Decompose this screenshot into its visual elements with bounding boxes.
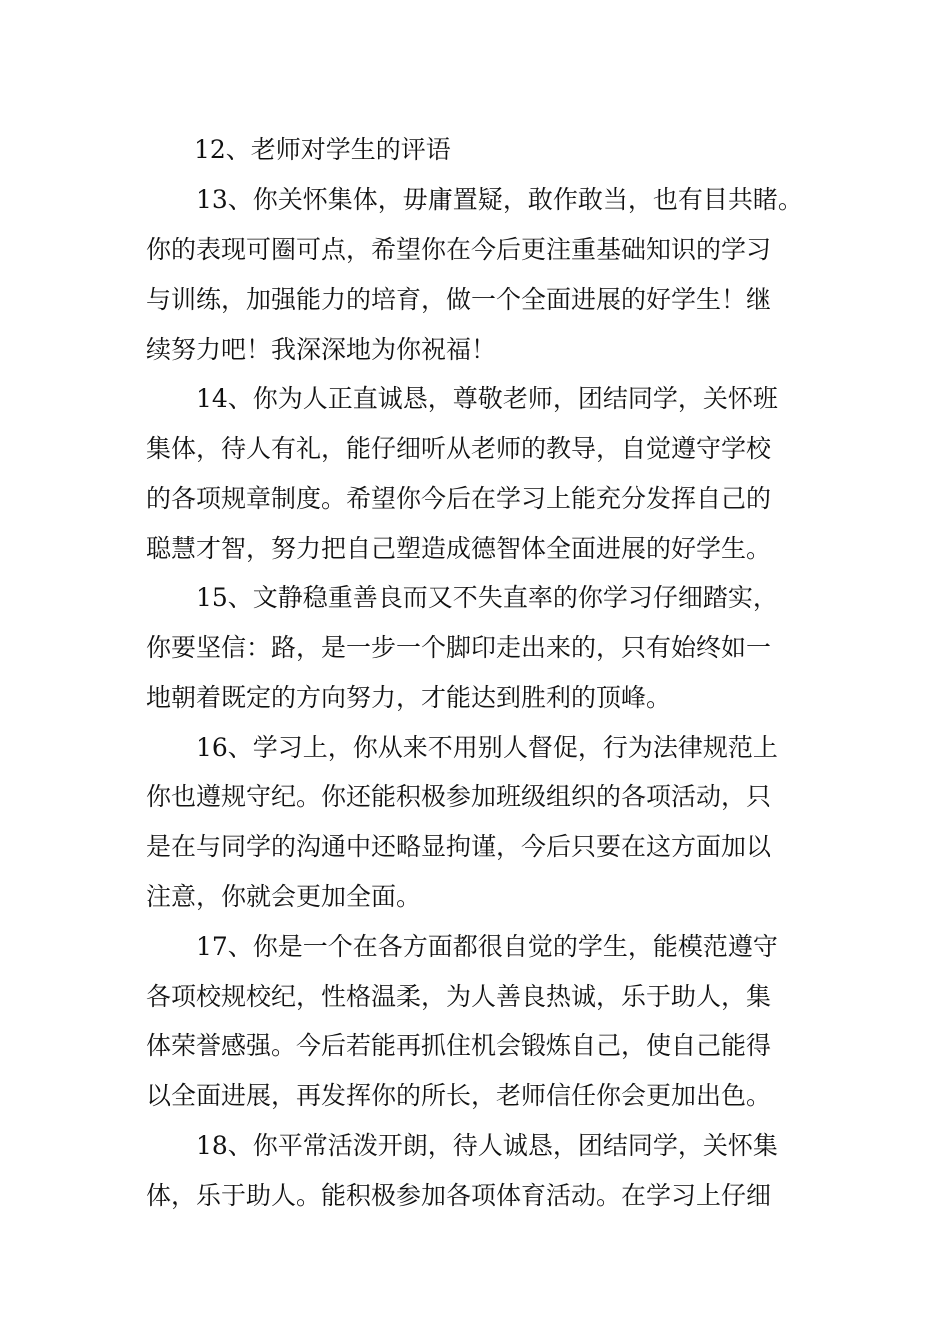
paragraph-13-line-2: 你的表现可圈可点，希望你在今后更注重基础知识的学习: [146, 235, 772, 264]
paragraph-17-line-3: 体荣誉感强。今后若能再抓住机会锻炼自己，使自己能得: [146, 1031, 772, 1060]
paragraph-14-line-4: 聪慧才智，努力把自己塑造成德智体全面进展的好学生。: [146, 534, 772, 563]
paragraph-13-line-4: 续努力吧！我深深地为你祝福！: [146, 335, 497, 364]
paragraph-14-line-3: 的各项规章制度。希望你今后在学习上能充分发挥自己的: [146, 484, 772, 513]
paragraph-16-line-3: 是在与同学的沟通中还略显拘谨，今后只要在这方面加以: [146, 832, 772, 861]
paragraph-17-line-2: 各项校规校纪，性格温柔，为人善良热诚，乐于助人，集: [146, 982, 772, 1011]
paragraph-15-line-3: 地朝着既定的方向努力，才能达到胜利的顶峰。: [146, 683, 672, 712]
paragraph-17-line-4: 以全面进展，再发挥你的所长，老师信任你会更加出色。: [146, 1081, 772, 1110]
paragraph-15-line-2: 你要坚信：路，是一步一个脚印走出来的，只有始终如一: [146, 633, 772, 662]
paragraph-13-line-3: 与训练，加强能力的培育，做一个全面进展的好学生！继: [146, 285, 772, 314]
paragraph-16-line-2: 你也遵规守纪。你还能积极参加班级组织的各项活动，只: [146, 782, 772, 811]
paragraph-18-line-1: 18、你平常活泼开朗，待人诚恳，团结同学，关怀集: [196, 1131, 778, 1160]
paragraph-14-line-2: 集体，待人有礼，能仔细听从老师的教导，自觉遵守学校: [146, 434, 772, 463]
section-heading: 12、老师对学生的评语: [194, 135, 451, 164]
paragraph-13-line-1: 13、你关怀集体，毋庸置疑，敢作敢当，也有目共睹。: [196, 185, 803, 214]
paragraph-18-line-2: 体，乐于助人。能积极参加各项体育活动。在学习上仔细: [146, 1181, 772, 1210]
paragraph-15-line-1: 15、文静稳重善良而又不失直率的你学习仔细踏实，: [196, 583, 778, 612]
paragraph-14-line-1: 14、你为人正直诚恳，尊敬老师，团结同学，关怀班: [196, 384, 778, 413]
paragraph-17-line-1: 17、你是一个在各方面都很自觉的学生，能模范遵守: [196, 932, 778, 961]
paragraph-16-line-1: 16、学习上，你从来不用别人督促，行为法律规范上: [196, 733, 778, 762]
paragraph-16-line-4: 注意，你就会更加全面。: [146, 882, 422, 911]
